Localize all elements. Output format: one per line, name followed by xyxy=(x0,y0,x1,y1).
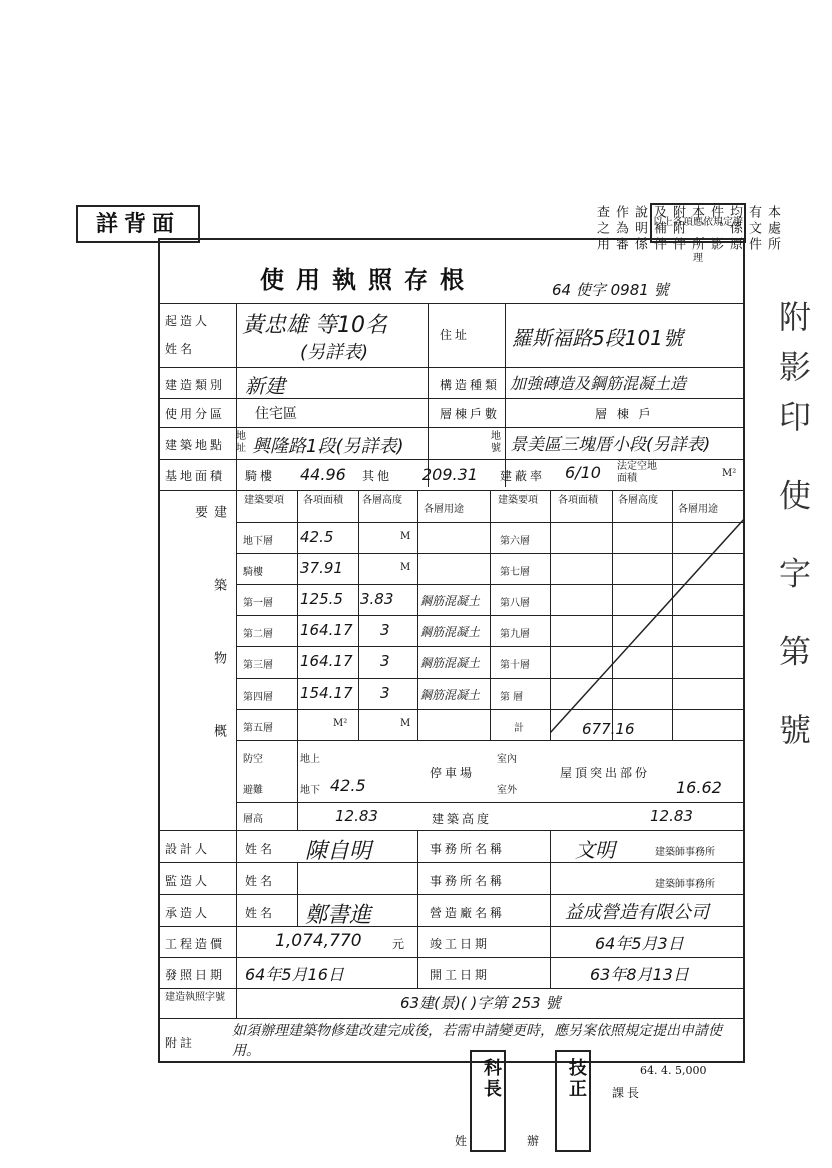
remarks-label: 附註 xyxy=(165,1036,196,1050)
floor-height-4: 3 xyxy=(380,684,390,702)
zone-label: 使用分區 xyxy=(165,407,226,421)
shelter-below-label: 地下 xyxy=(300,785,320,796)
unit-m-arcade: M xyxy=(400,562,411,573)
floor-area-basement: 42.5 xyxy=(300,528,334,546)
supervisor-office-label: 事務所名稱 xyxy=(430,874,506,888)
floor-area-3: 164.17 xyxy=(300,652,353,670)
building-summary-label: 建築物概要 xyxy=(192,505,226,797)
contractor-label: 承造人 xyxy=(165,906,211,920)
permit-number: 64 使字 0981 號 xyxy=(552,281,669,299)
structure-value: 加強磚造及鋼筋混凝土造 xyxy=(510,374,687,393)
floor-name-3: 第三層 xyxy=(243,660,273,671)
floor-area-arcade: 37.91 xyxy=(300,559,343,577)
floor-height-1: 3.83 xyxy=(360,590,394,608)
location-lot-sublabel: 地號 xyxy=(491,431,501,454)
shelter-label-2: 避難 xyxy=(243,785,263,796)
floor-height-label: 層高 xyxy=(243,814,263,825)
cost-value: 1,074,770 xyxy=(275,931,362,951)
tab-label: 詳背面 xyxy=(76,205,200,243)
col-header-7: 各層高度 xyxy=(618,495,658,506)
base-area-label: 基地面積 xyxy=(165,469,226,483)
legal-open-label: 法定空地面積 xyxy=(617,461,657,484)
cost-currency: 元 xyxy=(392,937,408,951)
address-value: 羅斯福路5段101號 xyxy=(512,326,683,350)
unit-m-basement: M xyxy=(400,531,411,542)
floors-label: 層棟戶數 xyxy=(440,407,501,421)
stamp-section-chief-text: 科長 xyxy=(481,1058,502,1100)
base-arcade-label: 騎樓 xyxy=(245,469,276,483)
floor-name-8: 第八層 xyxy=(500,598,530,609)
col-header-2: 各項面積 xyxy=(303,495,343,506)
total-value: 677.16 xyxy=(582,720,635,738)
floor-height-3: 3 xyxy=(380,652,390,670)
floor-use-4: 鋼筋混凝土 xyxy=(420,688,481,702)
permit-no-label: 建造執照字號 xyxy=(165,992,225,1003)
base-other-value: 209.31 xyxy=(422,465,478,484)
floor-name-2: 第二層 xyxy=(243,629,273,640)
floor-height-2: 3 xyxy=(380,621,390,639)
category-label: 建造類別 xyxy=(165,378,226,392)
col-header-5: 建築要項 xyxy=(498,495,538,506)
category-value: 新建 xyxy=(245,374,285,398)
stamp-director: 課長 xyxy=(612,1086,643,1100)
completion-label: 竣工日期 xyxy=(430,937,491,951)
contractor-company-value: 益成營造有限公司 xyxy=(565,902,709,923)
permit-no-value: 63建(景)( )字第 253 號 xyxy=(400,994,561,1012)
floor-area-1: 125.5 xyxy=(300,590,343,608)
floor-name-arcade: 騎樓 xyxy=(243,567,263,578)
issue-label: 發照日期 xyxy=(165,968,226,982)
parking-indoor: 室內 xyxy=(497,754,517,765)
stamp-handler: 辦 xyxy=(527,1134,543,1148)
shelter-above-label: 地上 xyxy=(300,754,320,765)
floor-area-4: 154.17 xyxy=(300,684,353,702)
right-margin-text: 附影印 使 字 第 號 xyxy=(774,300,812,763)
parking-outdoor: 室外 xyxy=(497,785,517,796)
floor-name-4: 第四層 xyxy=(243,692,273,703)
col-header-1: 建築要項 xyxy=(244,495,284,506)
col-header-3: 各層高度 xyxy=(362,495,402,506)
shelter-label-1: 防空 xyxy=(243,754,263,765)
builder-note: (另詳表) xyxy=(300,342,369,363)
col-header-8: 各層用途 xyxy=(678,504,718,515)
unit-m-5: M xyxy=(400,718,411,729)
architect-office-2: 建築師事務所 xyxy=(655,879,715,890)
stamp-surname: 姓 xyxy=(455,1134,471,1148)
floor-use-1: 鋼筋混凝土 xyxy=(420,594,481,608)
designer-office-label: 事務所名稱 xyxy=(430,842,506,856)
remarks-value: 如須辦理建築物修建改建完成後，若需申請變更時，應另案依照規定提出申請使用。 xyxy=(232,1023,722,1059)
structure-label: 構造種類 xyxy=(440,378,501,392)
base-arcade-value: 44.96 xyxy=(300,465,346,484)
address-label: 住址 xyxy=(440,328,471,342)
parking-label: 停車場 xyxy=(430,766,476,780)
unit-m2-5: M² xyxy=(333,718,348,729)
cost-label: 工程造價 xyxy=(165,937,226,951)
base-other-label: 其他 xyxy=(362,469,393,483)
floor-height-value: 12.83 xyxy=(335,807,378,825)
designer-value: 陳自明 xyxy=(305,839,372,864)
builder-value: 黃忠雄 等10名 xyxy=(242,313,387,338)
col-header-4: 各層用途 xyxy=(424,504,464,515)
builder-label: 起造人 xyxy=(165,314,211,328)
floor-name-10: 第十層 xyxy=(500,660,530,671)
floor-name-1: 第一層 xyxy=(243,598,273,609)
floors-value: 層 棟 戶 xyxy=(595,407,654,421)
floor-use-2: 鋼筋混凝土 xyxy=(420,625,481,639)
completion-value: 64年5月3日 xyxy=(595,934,684,953)
contractor-name-label: 姓名 xyxy=(245,906,276,920)
architect-office-1: 建築師事務所 xyxy=(655,847,715,858)
location-lot-value: 景美區三塊厝小段(另詳表) xyxy=(510,435,711,455)
location-address-sublabel: 地址 xyxy=(236,431,246,454)
location-label: 建築地點 xyxy=(165,438,226,452)
designer-label: 設計人 xyxy=(165,842,211,856)
issue-value: 64年5月16日 xyxy=(245,965,344,984)
supervisor-name-label: 姓名 xyxy=(245,874,276,888)
total-label: 計 xyxy=(514,723,524,734)
supervisor-label: 監造人 xyxy=(165,874,211,888)
building-height-value: 12.83 xyxy=(650,807,693,825)
factory-label: 營造廠名稱 xyxy=(430,906,506,920)
floor-name-7: 第七層 xyxy=(500,567,530,578)
floor-name-extra: 第 層 xyxy=(500,692,524,703)
stamp-technical-text: 技正 xyxy=(566,1058,587,1100)
floor-name-5: 第五層 xyxy=(243,723,273,734)
legal-open-unit: M² xyxy=(722,468,737,479)
location-value: 興隆路1段(另詳表) xyxy=(252,436,404,457)
designer-office-value: 文明 xyxy=(575,838,615,862)
floor-area-2: 164.17 xyxy=(300,621,353,639)
coverage-label: 建蔽率 xyxy=(500,469,546,483)
contractor-value: 鄭書進 xyxy=(305,903,372,928)
start-label: 開工日期 xyxy=(430,968,491,982)
side-note-2: 以上各項應依規定辦理 xyxy=(650,203,746,243)
builder-name-label: 姓名 xyxy=(165,342,196,356)
coverage-value: 6/10 xyxy=(565,463,601,482)
print-mark: 64. 4. 5,000 xyxy=(640,1064,707,1077)
floor-name-6: 第六層 xyxy=(500,536,530,547)
form-title: 使用執照存根 xyxy=(260,265,476,294)
start-value: 63年8月13日 xyxy=(590,965,689,984)
void-strike-line xyxy=(550,518,745,738)
roof-label: 屋頂突出部份 xyxy=(560,766,651,780)
side-note-1: 本處所有文件均係原件、影本、所附附件及補件說明係作為審查之用 xyxy=(594,205,780,253)
stamp-section-chief xyxy=(470,1050,506,1152)
building-height-label: 建築高度 xyxy=(432,812,493,826)
designer-name-label: 姓名 xyxy=(245,842,276,856)
zone-value: 住宅區 xyxy=(255,406,297,422)
floor-name-9: 第九層 xyxy=(500,629,530,640)
floor-use-3: 鋼筋混凝土 xyxy=(420,656,481,670)
floor-name-basement: 地下層 xyxy=(243,536,273,547)
col-header-6: 各項面積 xyxy=(558,495,598,506)
roof-value: 16.62 xyxy=(676,778,722,797)
shelter-below-value: 42.5 xyxy=(330,776,366,795)
stamp-technical xyxy=(555,1050,591,1152)
